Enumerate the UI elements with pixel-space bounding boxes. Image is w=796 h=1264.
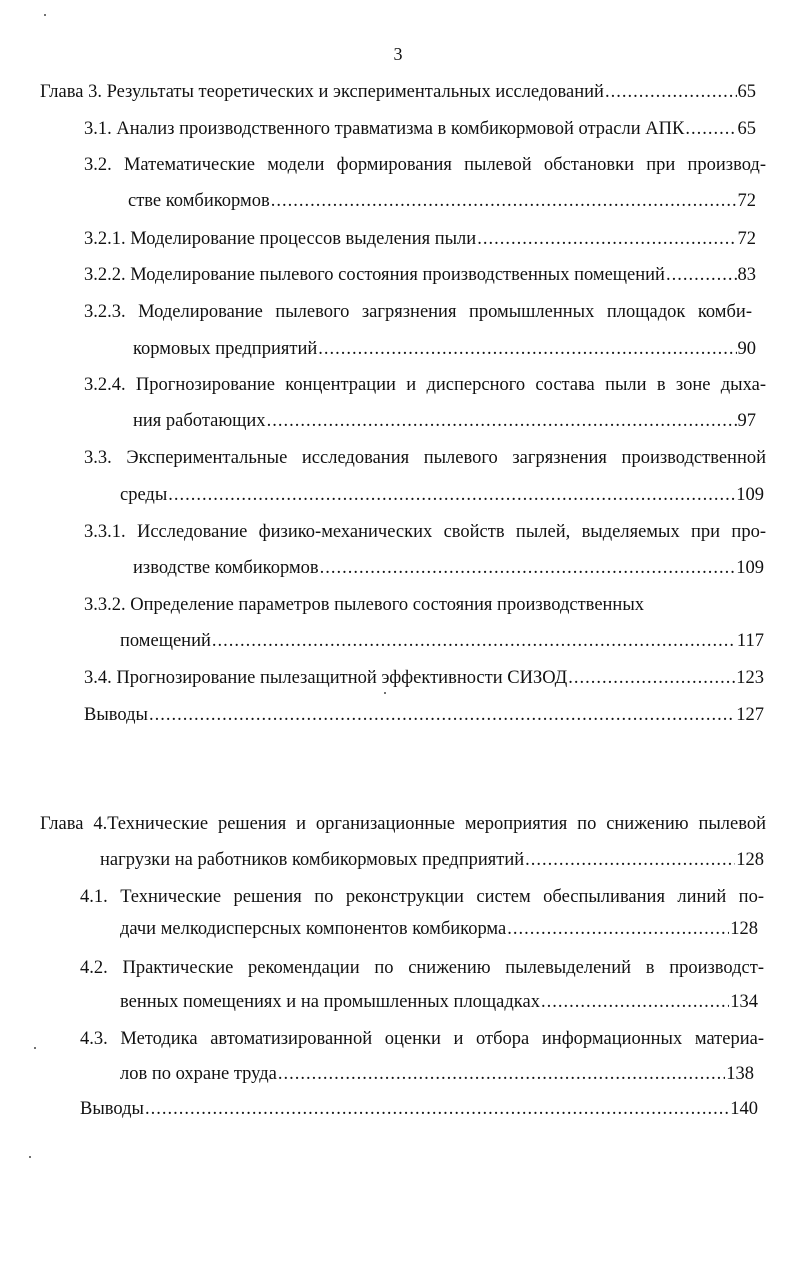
toc-entry-3-2-3 — [133, 337, 756, 361]
toc-entry-3-2-1 — [84, 227, 756, 251]
toc-entry-page: 83 — [737, 265, 756, 285]
toc-entry-title: среды — [120, 485, 168, 505]
toc-entry-page: 123 — [736, 668, 764, 688]
toc-entry-4-2-line1: 4.2. Практические рекомендации по снижению пылевыделений в производст- — [80, 958, 764, 978]
dot-leader — [145, 1097, 729, 1121]
toc-entry-3-2-line1: 3.2. Математические модели формирования пылевой обстановки при производ- — [84, 155, 766, 175]
toc-entry-3-2-4 — [133, 409, 756, 433]
toc-entry-title: Выводы — [84, 705, 148, 725]
toc-entry-title: Глава 3. Результаты теоретических и экспериментальных исследований — [40, 82, 604, 102]
toc-entry-conclusions-4 — [80, 1097, 758, 1121]
toc-entry-3-2 — [128, 189, 756, 213]
dot-leader — [168, 483, 735, 507]
toc-entry-3-3-1 — [133, 556, 764, 580]
toc-entry-4-3-line1: 4.3. Методика автоматизированной оценки и отбора информационных материа- — [80, 1029, 764, 1049]
page-number: 3 — [393, 44, 403, 64]
toc-entry-title: 3.2.1. Моделирование процессов выделения пыли — [84, 229, 477, 249]
toc-entry-3-3-2 — [120, 629, 764, 653]
toc-entry-chapter-4 — [100, 848, 764, 872]
toc-entry-page: 128 — [736, 850, 764, 870]
dot-leader — [605, 80, 737, 104]
scan-speck — [34, 1047, 36, 1049]
toc-entry-conclusions-3 — [84, 703, 764, 727]
dot-leader — [318, 337, 736, 361]
toc-entry-title: венных помещениях и на промышленных площадках — [120, 992, 540, 1012]
dot-leader — [271, 189, 737, 213]
toc-entry-page: 65 — [737, 119, 756, 139]
dot-leader — [525, 848, 735, 872]
toc-entry-page: 65 — [737, 82, 756, 102]
dot-leader — [685, 117, 736, 141]
toc-entry-3-2-3-line1: 3.2.3. Моделирование пылевого загрязнения промышленных площадок комби- — [84, 302, 752, 322]
toc-entry-3-3 — [120, 483, 764, 507]
dot-leader — [477, 227, 736, 251]
toc-entry-title: Выводы — [80, 1099, 144, 1119]
toc-entry-title: нагрузки на работников комбикормовых предприятий — [100, 850, 525, 870]
dot-leader — [666, 263, 737, 287]
toc-entry-title: ния работающих — [133, 411, 266, 431]
toc-entry-title: изводстве комбикормов — [133, 558, 319, 578]
toc-entry-3-2-4-line1: 3.2.4. Прогнозирование концентрации и дисперсного состава пыли в зоне дыха- — [84, 375, 766, 395]
toc-entry-3-1 — [84, 117, 756, 141]
dot-leader — [212, 629, 736, 653]
toc-entry-4-1 — [120, 917, 758, 941]
toc-entry-3-2-2 — [84, 263, 756, 287]
toc-entry-title: помещений — [120, 631, 211, 651]
toc-entry-title: дачи мелкодисперсных компонентов комбикорма — [120, 919, 507, 939]
dot-leader — [507, 917, 729, 941]
dot-leader — [320, 556, 736, 580]
toc-entry-page: 97 — [737, 411, 756, 431]
toc-entry-title: лов по охране труда — [120, 1064, 277, 1084]
toc-entry-title: 3.2.2. Моделирование пылевого состояния производственных помещений — [84, 265, 665, 285]
scan-speck — [44, 14, 46, 16]
toc-entry-page: 72 — [737, 229, 756, 249]
toc-entry-page: 138 — [726, 1064, 754, 1084]
toc-entry-chapter-3 — [40, 80, 756, 104]
toc-entry-4-2 — [120, 990, 758, 1014]
scan-speck — [29, 1156, 31, 1158]
scan-speck — [384, 692, 386, 694]
toc-entry-page: 109 — [736, 485, 764, 505]
toc-entry-page: 127 — [736, 705, 764, 725]
toc-entry-3-3-1-line1: 3.3.1. Исследование физико-механических свойств пылей, выделяемых при про- — [84, 522, 766, 542]
toc-entry-page: 140 — [730, 1099, 758, 1119]
toc-entry-title: кормовых предприятий — [133, 339, 318, 359]
toc-entry-3-4 — [84, 666, 764, 690]
toc-entry-chapter-4-line1: Глава 4.Технические решения и организационные мероприятия по снижению пылевой — [40, 814, 766, 834]
toc-entry-3-3-line1: 3.3. Экспериментальные исследования пылевого загрязнения производственной — [84, 448, 766, 468]
toc-entry-3-3-2-line1: 3.3.2. Определение параметров пылевого состояния производственных — [84, 595, 645, 615]
dot-leader — [149, 703, 735, 727]
toc-entry-page: 72 — [737, 191, 756, 211]
toc-entry-page: 128 — [730, 919, 758, 939]
toc-entry-title: 3.4. Прогнозирование пылезащитной эффективности СИЗОД — [84, 668, 568, 688]
toc-entry-page: 109 — [736, 558, 764, 578]
toc-entry-page: 134 — [730, 992, 758, 1012]
toc-entry-4-3 — [120, 1062, 754, 1086]
dot-leader — [568, 666, 735, 690]
toc-entry-title: 3.1. Анализ производственного травматизма в комбикормовой отрасли АПК — [84, 119, 685, 139]
toc-entry-4-1-line1: 4.1. Технические решения по реконструкции систем обеспыливания линий по- — [80, 887, 764, 907]
toc-entry-page: 90 — [737, 339, 756, 359]
toc-entry-title: стве комбикормов — [128, 191, 270, 211]
dot-leader — [541, 990, 729, 1014]
dot-leader — [278, 1062, 725, 1086]
toc-entry-page: 117 — [736, 631, 764, 651]
dot-leader — [267, 409, 737, 433]
